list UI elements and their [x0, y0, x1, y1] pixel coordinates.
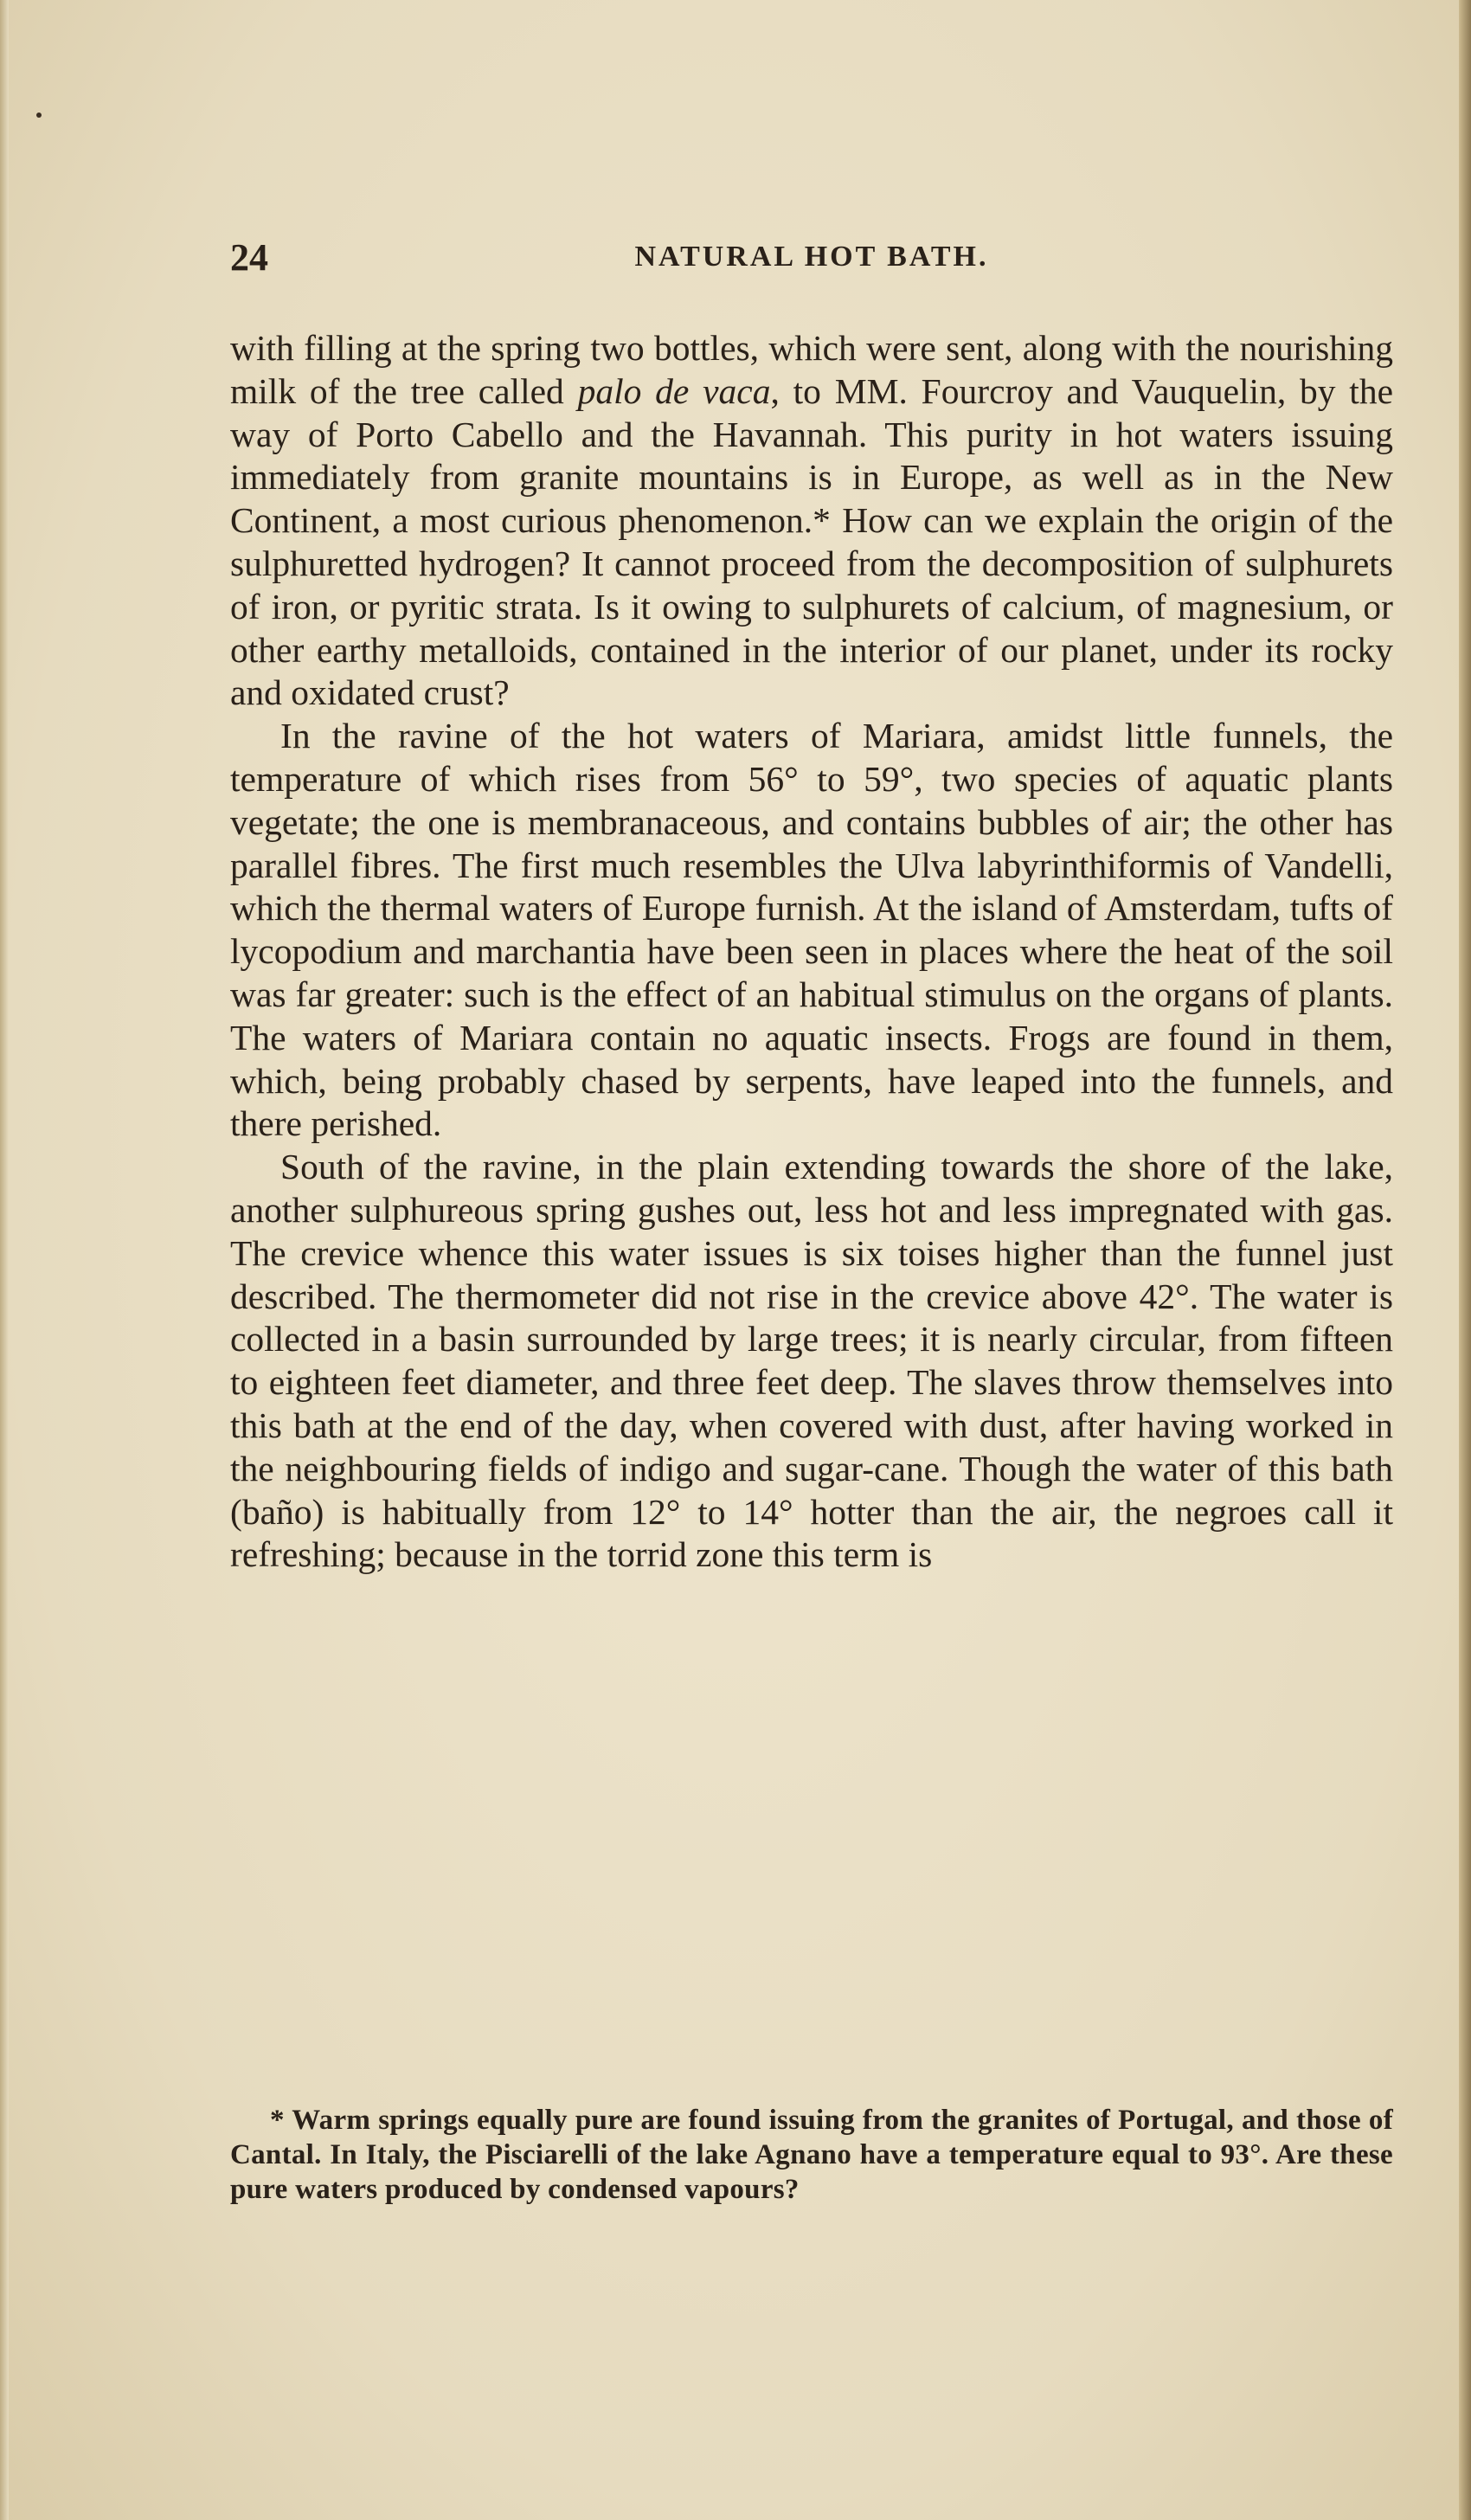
italic-term-palo-de-vaca: palo de vaca — [577, 370, 771, 411]
page-number: 24 — [230, 236, 268, 279]
paragraph-3: South of the ravine, in the plain extending towards the shore of the lake, another sulphureous spring gushes out, less hot and less impregnated with gas. The crevice whence this water issues is six toises higher than the funnel just described. The thermometer did not rise in the crevice above 42°. The water is collected in a basin surrounded by large trees; it is nearly circular, from fifteen to eighteen feet diameter, and three feet deep. The slaves throw themselves into this bath at the end of the day, when covered with dust, after having worked in the neighbouring fields of indigo and sugar-cane. Though the water of this bath (baño) is habitually from 12° to 14° hotter than the air, the negroes call it refreshing; because in the torrid zone this term is — [230, 1147, 1393, 1575]
paragraph-1 — [230, 327, 1393, 715]
running-head-title: NATURAL HOT BATH. — [634, 241, 989, 273]
body-text — [230, 327, 1393, 1577]
paragraph-1-rest: , to MM. Fourcroy and Vauquelin, by the way of Porto Cabello and the Havannah. This purity in hot waters issuing immediately from granite mountains is in Europe, as well as in the New Continent, a most curious phenomenon.* How can we explain the origin of the sulphuretted hydrogen? It cannot proceed from the decomposition of sulphurets of iron, or pyritic strata. Is it owing to sulphurets of calcium, of magnesium, or other earthy metalloids, contained in the interior of our planet, under its rocky and oxidated crust? — [230, 370, 1393, 713]
paragraph-1-start: with filling at the spring two bottles, which were sent, along with the nourishing milk of the tree called — [230, 328, 1393, 411]
page-right-edge — [1459, 0, 1471, 2520]
page-left-edge — [0, 0, 9, 2520]
footnote-text: * Warm springs equally pure are found issuing from the granites of Portugal, and those of Cantal. In Italy, the Pisciarelli of the lake Agnano have a temperature equal to 93°. Are these pure waters produced by condensed vapours? — [230, 2105, 1393, 2205]
footnote — [230, 2103, 1393, 2207]
paragraph-2: In the ravine of the hot waters of Mariara, amidst little funnels, the temperature of which rises from 56° to 59°, two species of aquatic plants vegetate; the one is membranaceous, and contains bubbles of air; the other has parallel fibres. The first much resembles the Ulva labyrinthiformis of Vandelli, which the thermal waters of Europe furnish. At the island of Amsterdam, tufts of lycopodium and marchantia have been seen in places where the heat of the soil was far greater: such is the effect of an habitual stimulus on the organs of plants. The waters of Mariara contain no aquatic insects. Frogs are found in them, which, being probably chased by serpents, have leaped into the funnels, and there perished. — [230, 716, 1393, 1144]
ink-speck — [36, 112, 42, 118]
running-head — [230, 235, 1393, 287]
